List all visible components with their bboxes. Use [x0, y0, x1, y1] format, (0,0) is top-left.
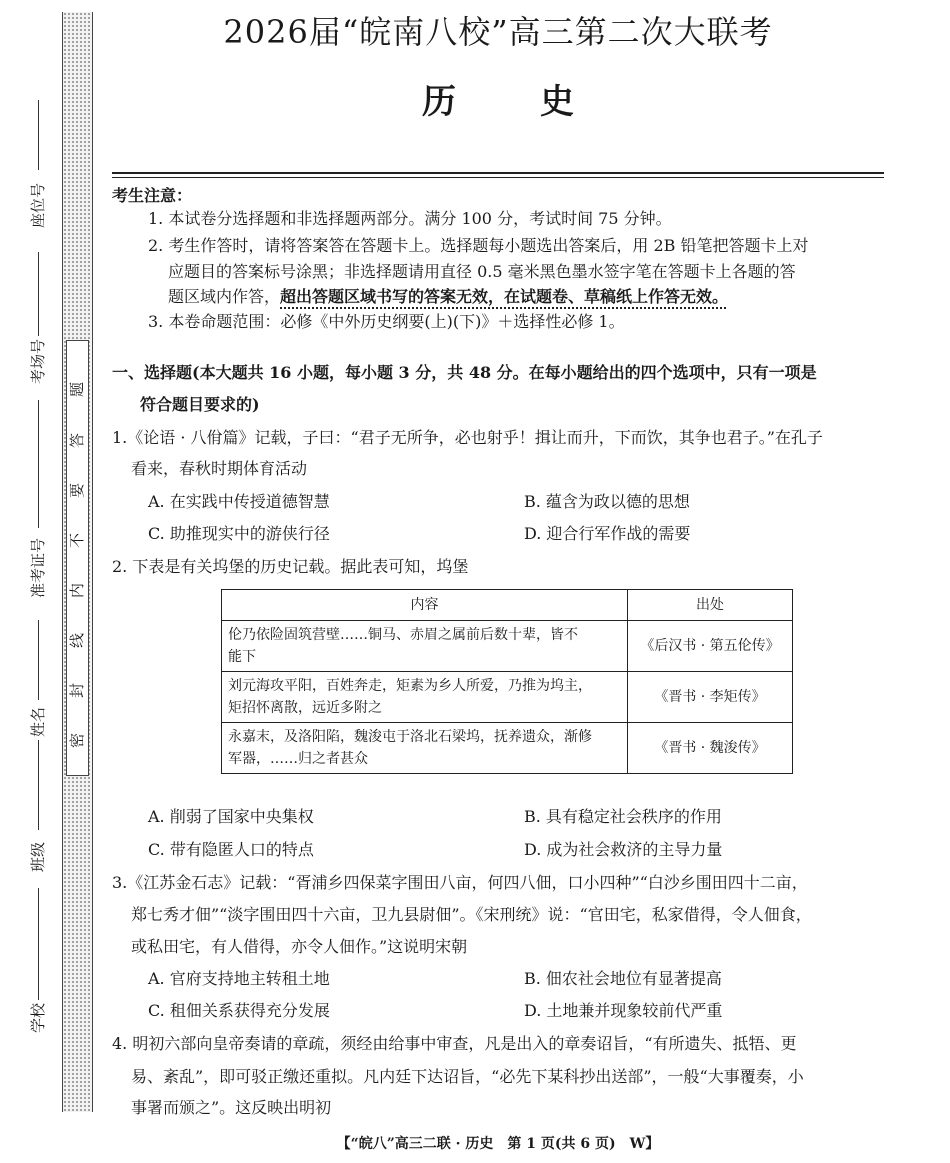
question-1-option-a: A. 在实践中传授道德智慧 — [148, 492, 330, 511]
class-label: 班级 — [29, 842, 47, 873]
header-rule-thin — [112, 177, 884, 178]
subject-char: 历 — [422, 82, 456, 122]
question-4-stem-cont: 易、紊乱”，即可驳正缴还重拟。凡内廷下达诏旨，“必先下某科抄出送部”，一般“大事覆奏，小 — [131, 1067, 804, 1086]
table-cell-content: 伦乃依险固筑营壁……铜马、赤眉之属前后数十辈，皆不 能下 — [222, 621, 628, 672]
notice-item-2: 2. 考生作答时，请将答案答在答题卡上。选择题每小题选出答案后，用 2B 铅笔把答题卡上对 — [148, 236, 809, 255]
header-rule-thick — [112, 172, 884, 174]
notice-text: 题区域内作答， — [168, 287, 281, 306]
question-2-option-c: C. 带有隐匿人口的特点 — [148, 840, 314, 859]
class-line — [38, 740, 39, 830]
notice-item-1: 1. 本试卷分选择题和非选择题两部分。满分 100 分，考试时间 75 分钟。 — [148, 209, 672, 228]
table-cell-source: 《后汉书 · 第五伦传》 — [628, 621, 793, 672]
seal-char: 线 — [68, 633, 86, 649]
question-2-option-b: B. 具有稳定社会秩序的作用 — [524, 807, 722, 826]
admission-number-label: 准考证号 — [29, 537, 47, 598]
seal-char: 题 — [68, 382, 86, 398]
seat-number-line — [38, 100, 39, 170]
section-heading: 一、选择题(本大题共 16 小题，每小题 3 分，共 48 分。在每小题给出的四个选项中，只有一项是 — [112, 363, 817, 382]
exam-room-label: 考场号 — [29, 338, 47, 384]
question-3-option-c: C. 租佃关系获得充分发展 — [148, 1001, 330, 1020]
question-3-option-d: D. 土地兼并现象较前代严重 — [524, 1001, 723, 1020]
question-3-option-b: B. 佃农社会地位有显著提高 — [524, 969, 722, 988]
table-cell-source: 《晋书 · 魏浚传》 — [628, 723, 793, 774]
wubao-records-table — [221, 589, 793, 774]
name-line — [38, 620, 39, 700]
exam-room-line — [38, 252, 39, 336]
notice-item-2-cont: 应题目的答案标号涂黑；非选择题请用直径 0.5 毫米黑色墨水签字笔在答题卡上各题的答 — [168, 262, 796, 281]
table-cell-content: 永嘉末，及洛阳陷，魏浚屯于洛北石梁坞，抚养遗众，渐修 军器，……归之者甚众 — [222, 723, 628, 774]
seal-char: 不 — [68, 533, 86, 549]
question-2-stem: 2. 下表是有关坞堡的历史记载。据此表可知，坞堡 — [112, 557, 469, 576]
notice-heading: 考生注意： — [112, 186, 193, 205]
question-4-stem-cont: 事署而颁之”。这反映出明初 — [131, 1098, 332, 1117]
seal-line-box — [66, 340, 89, 776]
table-header-source: 出处 — [628, 590, 793, 621]
table-cell-source: 《晋书 · 李矩传》 — [628, 672, 793, 723]
question-3-option-a: A. 官府支持地主转租土地 — [148, 969, 330, 988]
question-4-stem: 4. 明初六部向皇帝奏请的章疏，须经由给事中审查，凡是出入的章奏诏旨，“有所遗失、抵牾、更 — [112, 1034, 797, 1053]
table-row — [222, 723, 793, 774]
seat-number-label: 座位号 — [29, 182, 47, 228]
question-1-option-d: D. 迎合行军作战的需要 — [524, 524, 691, 543]
name-label: 姓名 — [29, 707, 47, 738]
seal-char: 密 — [68, 733, 86, 749]
subject-char: 史 — [540, 82, 574, 122]
table-cell-content: 刘元海攻平阳，百姓奔走，矩素为乡人所爱，乃推为坞主， 矩招怀离散，远近多附之 — [222, 672, 628, 723]
question-1-option-b: B. 蕴含为政以德的思想 — [524, 492, 690, 511]
school-line — [38, 888, 39, 1000]
question-3-stem-cont: 或私田宅，有人借得，亦令人佃作。”这说明宋朝 — [131, 937, 468, 956]
question-2-option-a: A. 削弱了国家中央集权 — [148, 807, 314, 826]
admission-number-line — [38, 400, 39, 528]
notice-emphasis: 超出答题区域书写的答案无效，在试题卷、草稿纸上作答无效。 — [280, 287, 729, 306]
section-heading-cont: 符合题目要求的) — [140, 395, 260, 414]
question-1-stem-cont: 看来，春秋时期体育活动 — [131, 459, 308, 478]
table-header-content: 内容 — [222, 590, 628, 621]
table-row — [222, 621, 793, 672]
table-header-row — [222, 590, 793, 621]
question-3-stem-cont: 郑七秀才佃”“淡字围田四十六亩，卫九县尉佃”。《宋刑统》说：“官田宅，私家借得，令人佃食， — [131, 905, 812, 924]
question-1-stem: 1.《论语 · 八佾篇》记载，子曰：“君子无所争，必也射乎！揖让而升，下而饮，其争也君子。”在孔子 — [112, 428, 823, 447]
question-3-stem: 3.《江苏金石志》记载：“胥浦乡四保菜字围田八亩，何四八佃，口小四种”“白沙乡围田四十二亩， — [112, 873, 808, 892]
exam-title: 2026届“皖南八校”高三第二次大联考 — [223, 13, 773, 51]
seal-char: 要 — [68, 483, 86, 499]
table-row — [222, 672, 793, 723]
page-footer: 【“皖八”高三二联 · 历史 第 1 页(共 6 页) W】 — [336, 1136, 660, 1152]
seal-char: 封 — [68, 683, 86, 699]
seal-char: 答 — [68, 433, 86, 449]
seal-char: 内 — [68, 583, 86, 599]
notice-item-2-cont — [168, 286, 728, 308]
question-2-option-d: D. 成为社会救济的主导力量 — [524, 840, 723, 859]
notice-item-3: 3. 本卷命题范围：必修《中外历史纲要(上)(下)》＋选择性必修 1。 — [148, 312, 625, 331]
subject-title — [112, 80, 884, 124]
question-1-option-c: C. 助推现实中的游侠行径 — [148, 524, 330, 543]
school-label: 学校 — [29, 1003, 47, 1034]
